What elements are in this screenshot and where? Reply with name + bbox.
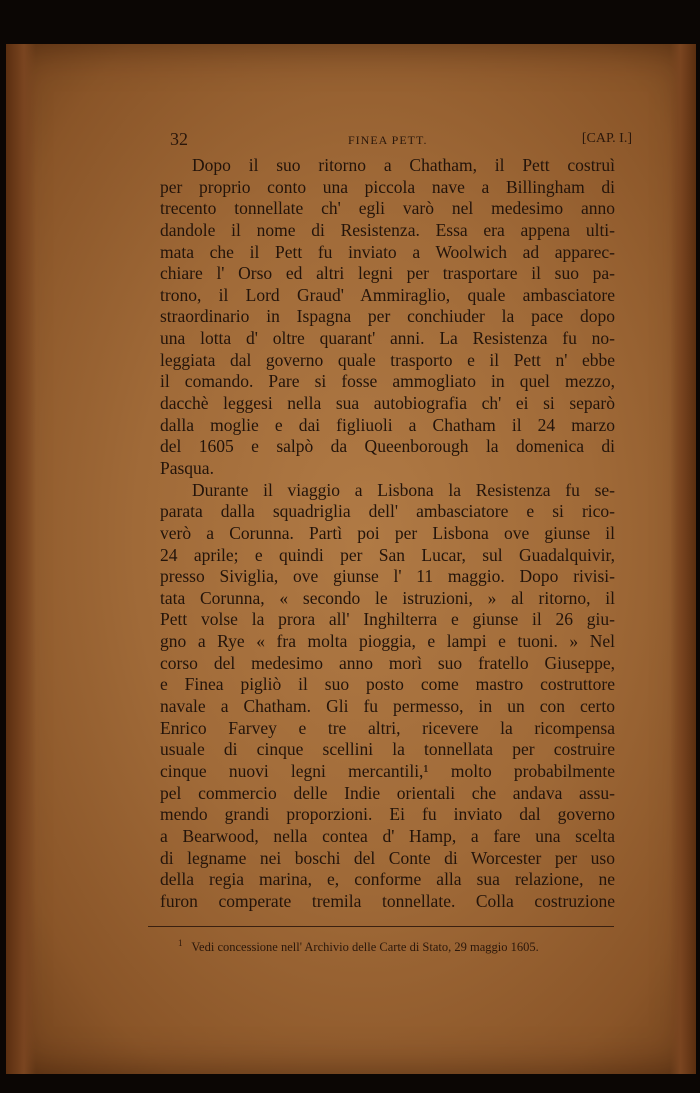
text-line: parata dalla squadriglia dell' ambasciatore e si rico- (160, 501, 615, 522)
text-line: della regia marina, e, conforme alla sua relazione, ne (160, 869, 615, 890)
text-line: Enrico Farvey e tre altri, ricevere la ricompensa (160, 717, 615, 738)
text-line: furon comperate tremila tonnellate. Colla costruzione (160, 890, 615, 911)
chapter-label: [CAP. I.] (581, 131, 632, 146)
text-line: a Bearwood, nella contea d' Hamp, a fare una scelta (160, 825, 615, 846)
page-edge-left (6, 44, 36, 1074)
page-edge-right (670, 44, 696, 1074)
footnote-text: Vedi concessione nell' Archivio delle Carte di Stato, 29 maggio 1605. (191, 940, 539, 955)
running-title: FINEA PETT. (348, 133, 428, 147)
text-line: Durante il viaggio a Lisbona la Resistenza fu se- (192, 479, 615, 500)
text-line: navale a Chatham. Gli fu permesso, in un con certo (160, 696, 615, 717)
text-line: mata che il Pett fu inviato a Woolwich ad apparec- (160, 241, 615, 262)
text-line: per proprio conto una piccola nave a Billingham di (160, 176, 615, 197)
text-line: dandole il nome di Resistenza. Essa era appena ulti- (160, 219, 615, 240)
text-line: di legname nei boschi del Conte di Worcester per uso (160, 847, 615, 868)
text-line: Pett volse la prora all' Inghilterra e giunse il 26 giu- (160, 609, 615, 630)
text-line: Dopo il suo ritorno a Chatham, il Pett costruì (192, 155, 615, 175)
text-line: chiare l' Orso ed altri legni per trasportare il suo pa- (160, 263, 615, 284)
text-line: tata Corunna, « secondo le istruzioni, » al ritorno, il (160, 587, 615, 608)
text-line: straordinario in Ispagna per conchiuder la pace dopo (160, 306, 615, 327)
text-line: una lotta d' oltre quarant' anni. La Resistenza fu no- (160, 328, 615, 349)
footnote-divider (148, 926, 614, 927)
text-line: del 1605 e salpò da Queenborough la domenica di (160, 436, 615, 457)
text-line: usuale di cinque scellini la tonnellata per costruire (160, 739, 615, 760)
text-line: gno a Rye « fra molta pioggia, e lampi e tuoni. » Nel (160, 631, 615, 652)
text-line: presso Siviglia, ove giunse l' 11 maggio. Dopo rivisi- (160, 566, 615, 587)
text-line: 24 aprile; e quindi per San Lucar, sul Guadalquivir, (160, 544, 615, 565)
text-line: corso del medesimo anno morì suo fratello Giuseppe, (160, 652, 615, 673)
body-text (160, 155, 615, 912)
page-number: 32 (170, 129, 188, 149)
text-line: trono, il Lord Graud' Ammiraglio, quale ambasciatore (160, 284, 615, 305)
text-line: il comando. Pare si fosse ammogliato in quel mezzo, (160, 371, 615, 392)
footnote (178, 938, 608, 955)
text-line: dacchè leggesi nella sua autobiografia ch' ei si separò (160, 393, 615, 414)
text-line: cinque nuovi legni mercantili,¹ molto probabilmente (160, 760, 615, 781)
text-line: pel commercio delle Indie orientali che andava assu- (160, 782, 615, 803)
text-line: mendo grandi proporzioni. Ei fu inviato dal governo (160, 804, 615, 825)
text-line: dalla moglie e dai figliuoli a Chatham il 24 marzo (160, 414, 615, 435)
text-line: trecento tonnellate ch' egli varò nel medesimo anno (160, 198, 615, 219)
text-line: Pasqua. (160, 457, 214, 478)
text-line: e Finea pigliò il suo posto come mastro costruttore (160, 674, 615, 695)
text-line: leggiata dal governo quale trasporto e il Pett n' ebbe (160, 349, 615, 370)
page-header (170, 129, 632, 151)
footnote-mark: 1 (178, 938, 183, 948)
text-line: verò a Corunna. Partì poi per Lisbona ove giunse il (160, 522, 615, 543)
